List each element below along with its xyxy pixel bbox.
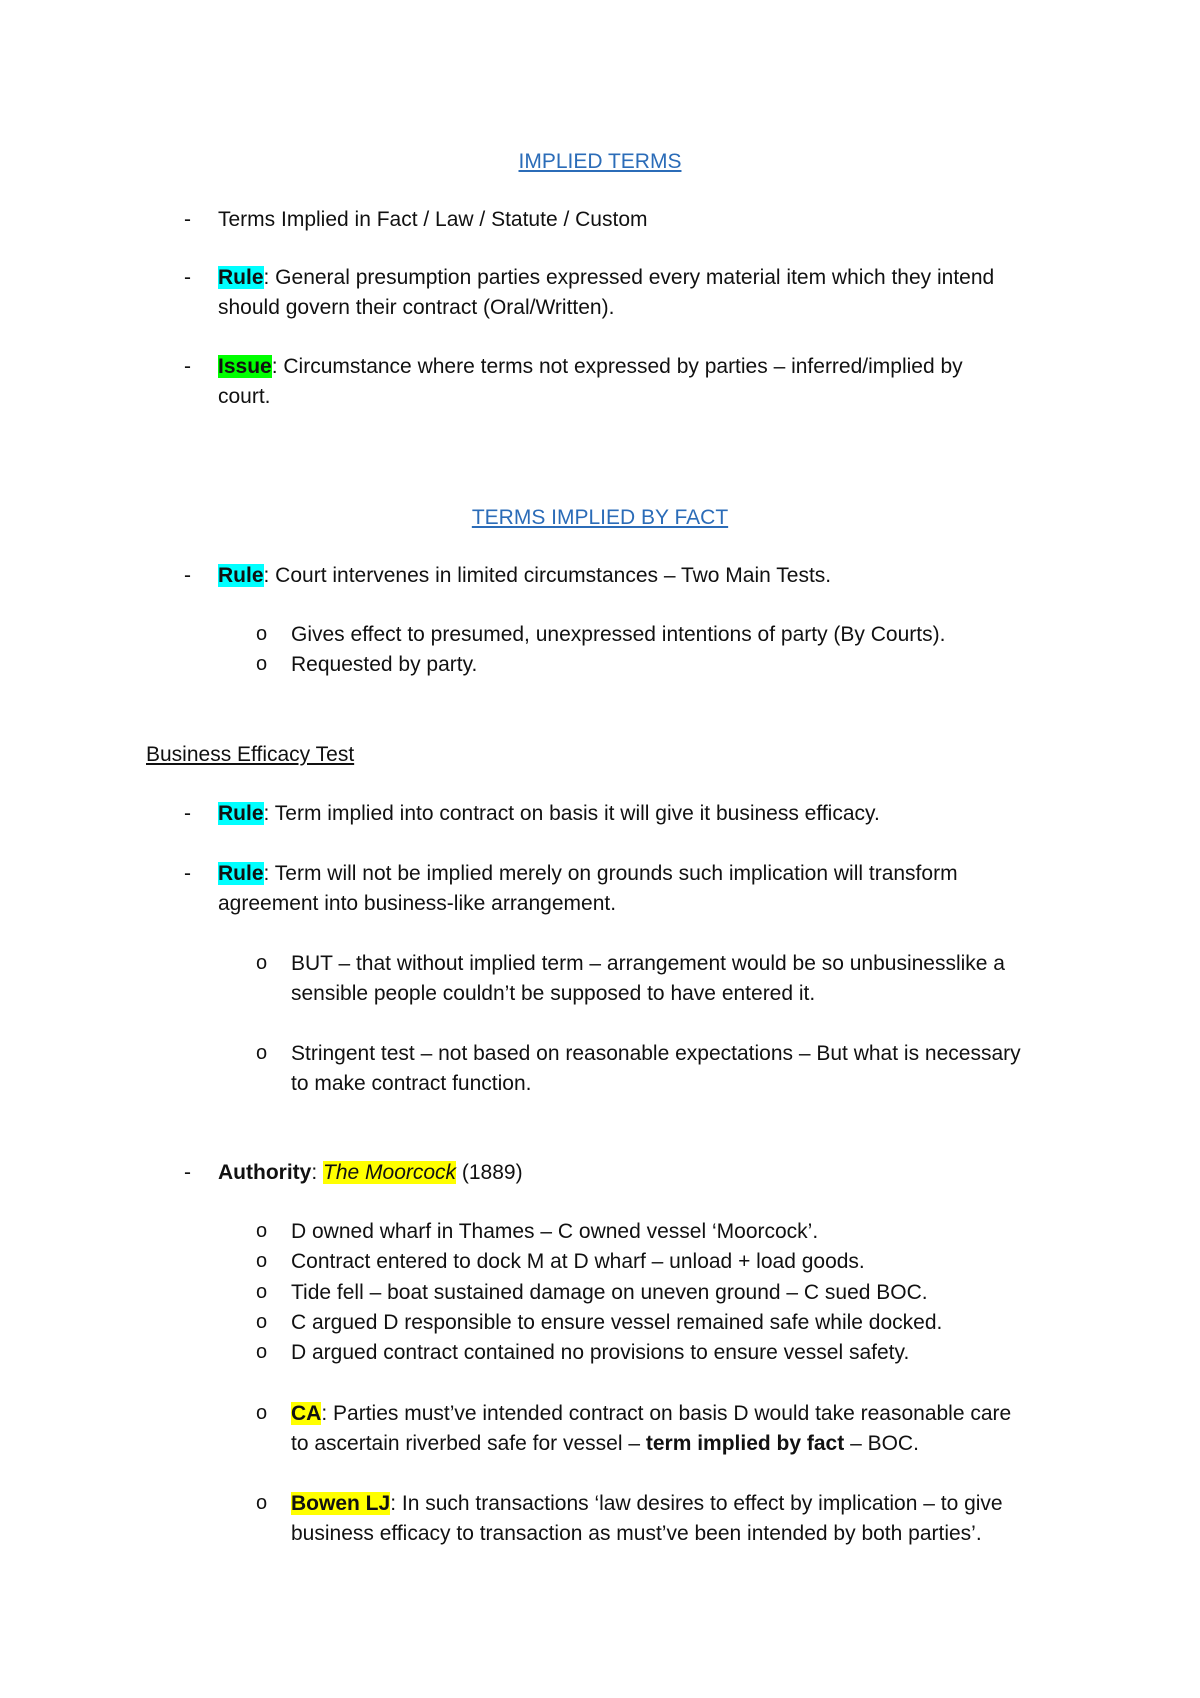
list-item: Tide fell – boat sustained damage on uneven ground – C sued BOC. (291, 1281, 928, 1304)
rule-label: Rule (218, 862, 264, 885)
rule-text-cont: should govern their contract (Oral/Written). (218, 296, 615, 319)
ca-line-cont (291, 1428, 1081, 1459)
list-item: BUT – that without implied term – arrangement would be so unbusinesslike a (291, 952, 1005, 975)
dash-marker: - (184, 862, 191, 885)
case-name: The Moorcock (323, 1161, 457, 1184)
authority-colon: : (311, 1161, 323, 1184)
bullet-marker: o (256, 623, 268, 645)
rule-line (218, 560, 1078, 591)
dash-marker: - (184, 1161, 191, 1184)
dash-marker: - (184, 355, 191, 378)
issue-text: : Circumstance where terms not expressed by parties – inferred/implied by (271, 355, 963, 378)
dash-marker: - (184, 266, 191, 289)
bowen-text-cont: business efficacy to transaction as must’ve been intended by both parties’. (291, 1522, 982, 1545)
rule-text: : Term implied into contract on basis it will give it business efficacy. (263, 802, 880, 825)
dash-marker: - (184, 802, 191, 825)
dash-marker: - (184, 564, 191, 587)
list-item: Gives effect to presumed, unexpressed intentions of party (By Courts). (291, 623, 946, 646)
rule-text: : Court intervenes in limited circumstances – Two Main Tests. (263, 564, 832, 587)
categories-line: Terms Implied in Fact / Law / Statute / Custom (218, 208, 648, 231)
ca-label: CA (291, 1402, 322, 1425)
bullet-marker: o (256, 1311, 268, 1333)
bowen-label: Bowen LJ (291, 1492, 391, 1515)
authority-label: Authority (218, 1161, 312, 1184)
bullet-marker: o (256, 1250, 268, 1272)
ca-line (291, 1398, 1081, 1429)
ca-text: : Parties must’ve intended contract on basis D would take reasonable care (321, 1402, 1012, 1425)
rule-text-cont: agreement into business-like arrangement. (218, 892, 617, 915)
list-item: D owned wharf in Thames – C owned vessel ‘Moorcock’. (291, 1220, 819, 1243)
bullet-marker: o (256, 952, 268, 974)
rule-line (218, 858, 1078, 889)
rule-line (218, 262, 1078, 293)
bowen-text: : In such transactions ‘law desires to effect by implication – to give (390, 1492, 1003, 1515)
list-item: Contract entered to dock M at D wharf – unload + load goods. (291, 1250, 865, 1273)
list-item-cont: sensible people couldn’t be supposed to have entered it. (291, 982, 816, 1005)
list-item: C argued D responsible to ensure vessel remained safe while docked. (291, 1311, 943, 1334)
authority-line (218, 1157, 1078, 1188)
bullet-marker: o (256, 653, 268, 675)
list-item: Stringent test – not based on reasonable expectations – But what is necessary (291, 1042, 1021, 1065)
subsection-title: Business Efficacy Test (146, 743, 355, 766)
issue-line (218, 351, 1078, 382)
list-item-cont: to make contract function. (291, 1072, 532, 1095)
ca-bold-text: term implied by fact (645, 1432, 845, 1455)
issue-text-cont: court. (218, 385, 271, 408)
ca-text: to ascertain riverbed safe for vessel – (291, 1432, 646, 1455)
bullet-marker: o (256, 1402, 268, 1424)
bullet-marker: o (256, 1042, 268, 1064)
ca-text: – BOC. (844, 1432, 919, 1455)
section-title: TERMS IMPLIED BY FACT (471, 506, 729, 529)
case-year: (1889) (456, 1161, 523, 1184)
bullet-marker: o (256, 1492, 268, 1514)
rule-text: : Term will not be implied merely on grounds such implication will transform (263, 862, 958, 885)
bowen-line (291, 1488, 1081, 1519)
dash-marker: - (184, 208, 191, 231)
issue-label: Issue (218, 355, 272, 378)
rule-text: : General presumption parties expressed every material item which they intend (263, 266, 995, 289)
rule-label: Rule (218, 564, 264, 587)
bullet-marker: o (256, 1341, 268, 1363)
bullet-marker: o (256, 1220, 268, 1242)
rule-line (218, 798, 1078, 829)
list-item: Requested by party. (291, 653, 478, 676)
rule-label: Rule (218, 802, 264, 825)
list-item: D argued contract contained no provisions to ensure vessel safety. (291, 1341, 910, 1364)
bullet-marker: o (256, 1281, 268, 1303)
rule-label: Rule (218, 266, 264, 289)
page-title: IMPLIED TERMS (518, 150, 682, 173)
